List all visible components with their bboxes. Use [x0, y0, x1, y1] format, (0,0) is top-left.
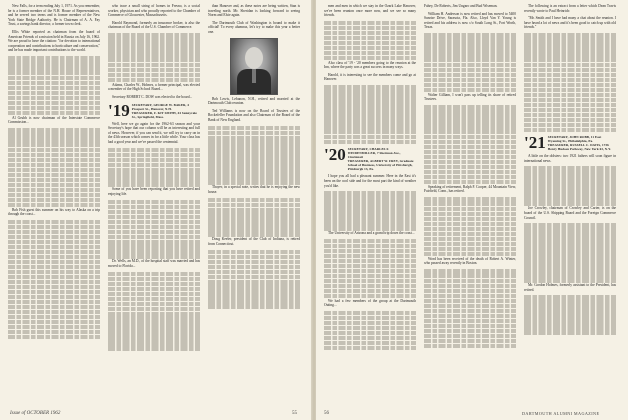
- treasurer-line: TREASURER, RUSSELL C. DAVIS, 1736 Henry Hudson Parkway, New York 63, N.Y.: [547, 143, 612, 152]
- issue-footer: Issue of OCTOBER 1962: [10, 411, 61, 416]
- text-lines: [8, 56, 100, 115]
- treasurer-line: TREASURER, F. KIT SMITH, 44 Sunnyvale St., Springfield, Mass.: [131, 110, 197, 119]
- text-lines: [8, 220, 100, 339]
- text-lines: [108, 272, 200, 351]
- page-number: 56: [324, 411, 329, 416]
- paragraph: "Mr. Smith and I have had many a chat about the reunion. I have heard a lot of news and it's been good to catch up with old friends.": [524, 16, 616, 30]
- paragraph: Thayer, in a special note, writes that he is enjoying the new house.: [208, 185, 300, 194]
- right-column-2: [424, 4, 516, 402]
- treasurer-line: TREASURER, ALBERT W. FREY, Graduate School of Business, University of Pittsburgh, Pittsburgh 13, Pa.: [347, 159, 414, 172]
- text-lines: [208, 126, 300, 185]
- paragraph: Well, here we go again for the 1962-63 season and your Secretary's hope that our column will be as interesting and full of news. However, if you can send it, we will try to carry on in the 43th season which comes in for a little while. Your class has had a good year and we've passed the centennial.: [108, 121, 200, 144]
- portrait-photo: [230, 38, 278, 95]
- paragraph: The University of Arizona and a grand trip down the coast...: [328, 231, 415, 236]
- text-lines: [324, 311, 416, 350]
- text-lines: [324, 21, 416, 60]
- paragraph: William H. Anderson is now retired and has moved to 5400 Sunrise Drive, Sarasota, Fla. Also, Lloyd Van Y. Young is retired and his address is now c/o South Long St., Fort Worth, Texas.: [424, 11, 516, 30]
- right-column-1: [324, 4, 416, 402]
- text-lines: [424, 269, 516, 348]
- paragraph: The Dartmouth Club of Washington is bound to make it official! To every alumnus, let's try to make this year a better one.: [208, 20, 300, 34]
- paragraph: New Falls, for a term ending July 1, 1971. As you remember, he is a former member of the N.H. House of Representatives, and he served two terms and is former member of the New York State Bridge Authority. He is Chairman of A. A. Fay Trust, a savings bank director, a former town clerk.: [8, 4, 100, 27]
- text-lines: [108, 200, 200, 259]
- paragraph: Ellis White reported as chairman from the board of American Friends of a mission held in Russia on July 16, 1962. We are proud to have the citation: "for devotion to international cooperation and contributions to horticulture and conservation," and he has made important contributions to the world.: [8, 29, 100, 53]
- text-lines: [108, 148, 200, 187]
- paragraph: Al Grubb is now chairman of the Interstate Commerce Commission...: [8, 115, 100, 125]
- paragraph: Speaking of retirement, Ralph F. Cooper, 44 Mountain View, Fairfield, Conn., has retired.: [424, 184, 516, 194]
- paragraph: Harold Raymond, formerly an insurance broker, is also the chairman of the Board of the U.S. Chamber of Commerce.: [108, 20, 200, 30]
- paragraph: Ted Williams is now on the Board of Trustees of the Rockefeller Foundation and also Chairman of the Board of the Bank of New England.: [208, 108, 300, 122]
- secretary-line: SECRETARY, CHARLES F. WEIDENMILLER, 7 Sherman Ave., Cincinnati: [347, 147, 401, 160]
- paragraph: Dr. Wells, an M.D., of the hospital staff was married and has moved to Florida...: [108, 259, 200, 269]
- paragraph: Bob Fish guest this summer on his way to Alaska on a trip through the coast...: [8, 207, 100, 217]
- text-lines: [424, 197, 516, 256]
- text-lines: [524, 223, 616, 282]
- paragraph: We had a few members of the group at the Dartmouth Outing...: [324, 298, 416, 308]
- text-lines: [524, 295, 616, 334]
- right-column-3: [524, 4, 616, 402]
- paragraph: Word has been received of the death of Robert A. Winter, who passed away recently in Boston.: [424, 256, 516, 266]
- paragraph: Walter Gilliam, I won't pass up telling its share of retired Trustees.: [424, 92, 516, 102]
- paragraph: men and men in which we stay in the Ozark Lake Hanover, we've been reunion once more now, and we see so many friends.: [324, 4, 416, 18]
- text-lines: [208, 198, 300, 237]
- text-lines: [8, 128, 100, 207]
- text-lines: [524, 33, 616, 132]
- text-lines: [108, 33, 200, 82]
- text-lines: [208, 250, 300, 309]
- paragraph: Also class of '19 - '20 members going to the reunion at the Inn, where the party was a great success in many ways.: [324, 60, 416, 70]
- text-lines: [424, 105, 516, 184]
- secretary-line: SECRETARY, GEORGE W. BAKER, 4 Prospect St., Hanover, N.H.: [131, 102, 189, 111]
- paragraph: The following is an extract from a letter which Dean Travis recently wrote to Paul Heinrich:: [524, 4, 616, 13]
- paragraph: Joe Crowley, chairman of Crowley and Carter, is on the board of the U.S. Shipping Board and the Foreign Commerce Council.: [524, 206, 616, 220]
- paragraph: Secretary ROBERT C. DOW was elected to the board...: [112, 95, 193, 99]
- text-lines: [324, 85, 416, 144]
- class-section-header-20: [324, 147, 416, 171]
- paragraph: who trace a small string of homes in Fresno, is a social worker, physician and who proudly reported to the Chamber of Commerce of Gloucester, Massachusetts.: [108, 4, 200, 18]
- paragraph: than Hanover and, as these notes are being written, Stan is traveling north. Mr. Sheridan is looking forward to seeing Norm and Elsie again.: [208, 4, 300, 18]
- left-column-1: [8, 4, 100, 402]
- right-page: [316, 0, 628, 420]
- paragraph: Fahey, De Roberts, Jim Ungaro and Bud Wiseman.: [424, 4, 498, 8]
- text-lines: [424, 33, 516, 92]
- paragraph: Adams, Charles W., Holmes, a former principal, was elected a member of the High School Board...: [108, 82, 200, 92]
- class-year: '21: [524, 133, 546, 153]
- page-number: 55: [292, 411, 297, 416]
- paragraph: Some of you have been reporting that you have retired and enjoying life.: [108, 187, 200, 197]
- text-lines: [324, 239, 416, 298]
- paragraph: Mr. Gordon Holmes, formerly assistant to the President, has retired.: [524, 282, 616, 292]
- paragraph: Bob Lewis, Lebanon, N.H., retired and married at the Dartmouth Club reunion.: [208, 96, 300, 106]
- left-page: [0, 0, 312, 420]
- text-lines: [524, 166, 616, 205]
- paragraph: Harold, it is interesting to see the members come and go at Hanover.: [324, 72, 416, 82]
- class-section-header-19: [108, 100, 200, 120]
- text-lines: [324, 191, 416, 230]
- class-year: '20: [324, 145, 346, 165]
- class-year: '19: [108, 100, 130, 120]
- paragraph: A little on the oldsters: two 1921 fathers will soon figure in international news.: [524, 154, 616, 163]
- paragraph: I hope you all had a pleasant summer. Here in the East it's been on the cool side and for the most part the kind of weather you'd like.: [324, 174, 416, 188]
- left-column-2: [108, 4, 200, 402]
- left-column-3: [208, 4, 300, 402]
- secretary-line: SECRETARY, JOHN ROBB, 11 East Wyoming St., Philadelphia, Pa.: [547, 135, 602, 144]
- paragraph: Doug Keeler, president of the Club of Indiana, is retired from Connecticut.: [208, 237, 300, 246]
- class-section-header-21: [524, 135, 616, 151]
- magazine-footer: DARTMOUTH ALUMNI MAGAZINE: [522, 411, 600, 416]
